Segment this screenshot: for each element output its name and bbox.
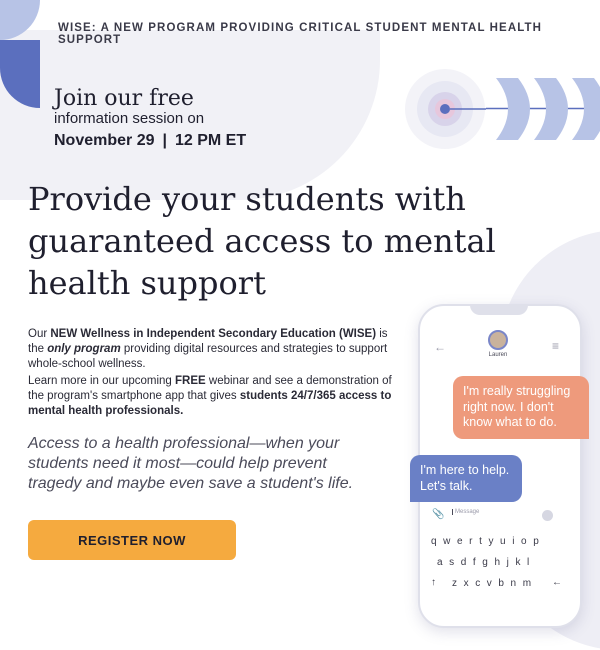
phone-notch: [470, 305, 528, 315]
session-intro: Join our free: [54, 86, 194, 111]
message-input[interactable]: Message: [452, 509, 479, 515]
target-icon: [404, 68, 486, 150]
menu-icon[interactable]: ≡: [552, 339, 560, 353]
keyboard-row-1[interactable]: qwertyuiop: [431, 536, 546, 547]
contact-name: Lauren: [488, 352, 508, 358]
body-paragraph-2: [28, 374, 398, 419]
headline-line: health support: [28, 264, 266, 302]
arrow-left-icon[interactable]: ←: [434, 340, 446, 354]
headline-line: guaranteed access to mental: [28, 222, 496, 260]
body-paragraph-1: [28, 327, 398, 372]
banner-title: WISE: A NEW PROGRAM PROVIDING CRITICAL STUDENT MENTAL HEALTH SUPPORT: [58, 22, 543, 46]
avatar: [488, 330, 508, 350]
body-text: Learn more in our upcoming: [28, 375, 176, 387]
body-text: providing digital resources and strategies to support whole-school wellness.: [28, 343, 388, 370]
keyboard-row-3[interactable]: zxcvbnm: [452, 578, 538, 589]
microphone-icon[interactable]: [542, 510, 553, 521]
body-text: is the: [28, 328, 388, 355]
session-time: 12 PM ET: [174, 132, 247, 149]
body-text-bold: NEW Wellness in Independent Secondary Education (WISE): [50, 328, 377, 340]
keyboard-row-2[interactable]: asdfghjkl: [437, 557, 536, 568]
chevron-icon: [572, 78, 600, 140]
chat-message-counselor: I'm here to help. Let's talk.: [410, 455, 522, 502]
body-text-emphasis: only program: [47, 343, 121, 355]
main-headline: [28, 178, 508, 304]
body-text: Our: [28, 328, 51, 340]
pull-quote: Access to a health professional—when your students need it most—could help prevent tragedy and maybe even save a student's life.: [28, 435, 354, 492]
register-now-button[interactable]: REGISTER NOW: [28, 520, 236, 560]
body-text-bold: FREE: [175, 375, 206, 387]
body-text-bold: students 24/7/365 access to mental health professionals.: [28, 390, 392, 417]
body-text: webinar and see a demonstration of the program's smartphone app that gives: [28, 375, 392, 402]
session-date: November 29: [54, 132, 155, 149]
headline-line: Provide your students with: [28, 180, 466, 218]
session-subtext: information session on: [54, 110, 205, 127]
shift-icon[interactable]: ↑: [431, 577, 436, 588]
session-datetime: [54, 132, 246, 150]
message-compose-bar: [428, 506, 568, 526]
paperclip-icon[interactable]: 📎: [432, 509, 445, 520]
chat-message-user: I'm really struggling right now. I don't know what to do.: [453, 376, 589, 439]
backspace-icon[interactable]: ←: [552, 577, 562, 588]
session-separator: |: [162, 132, 167, 149]
